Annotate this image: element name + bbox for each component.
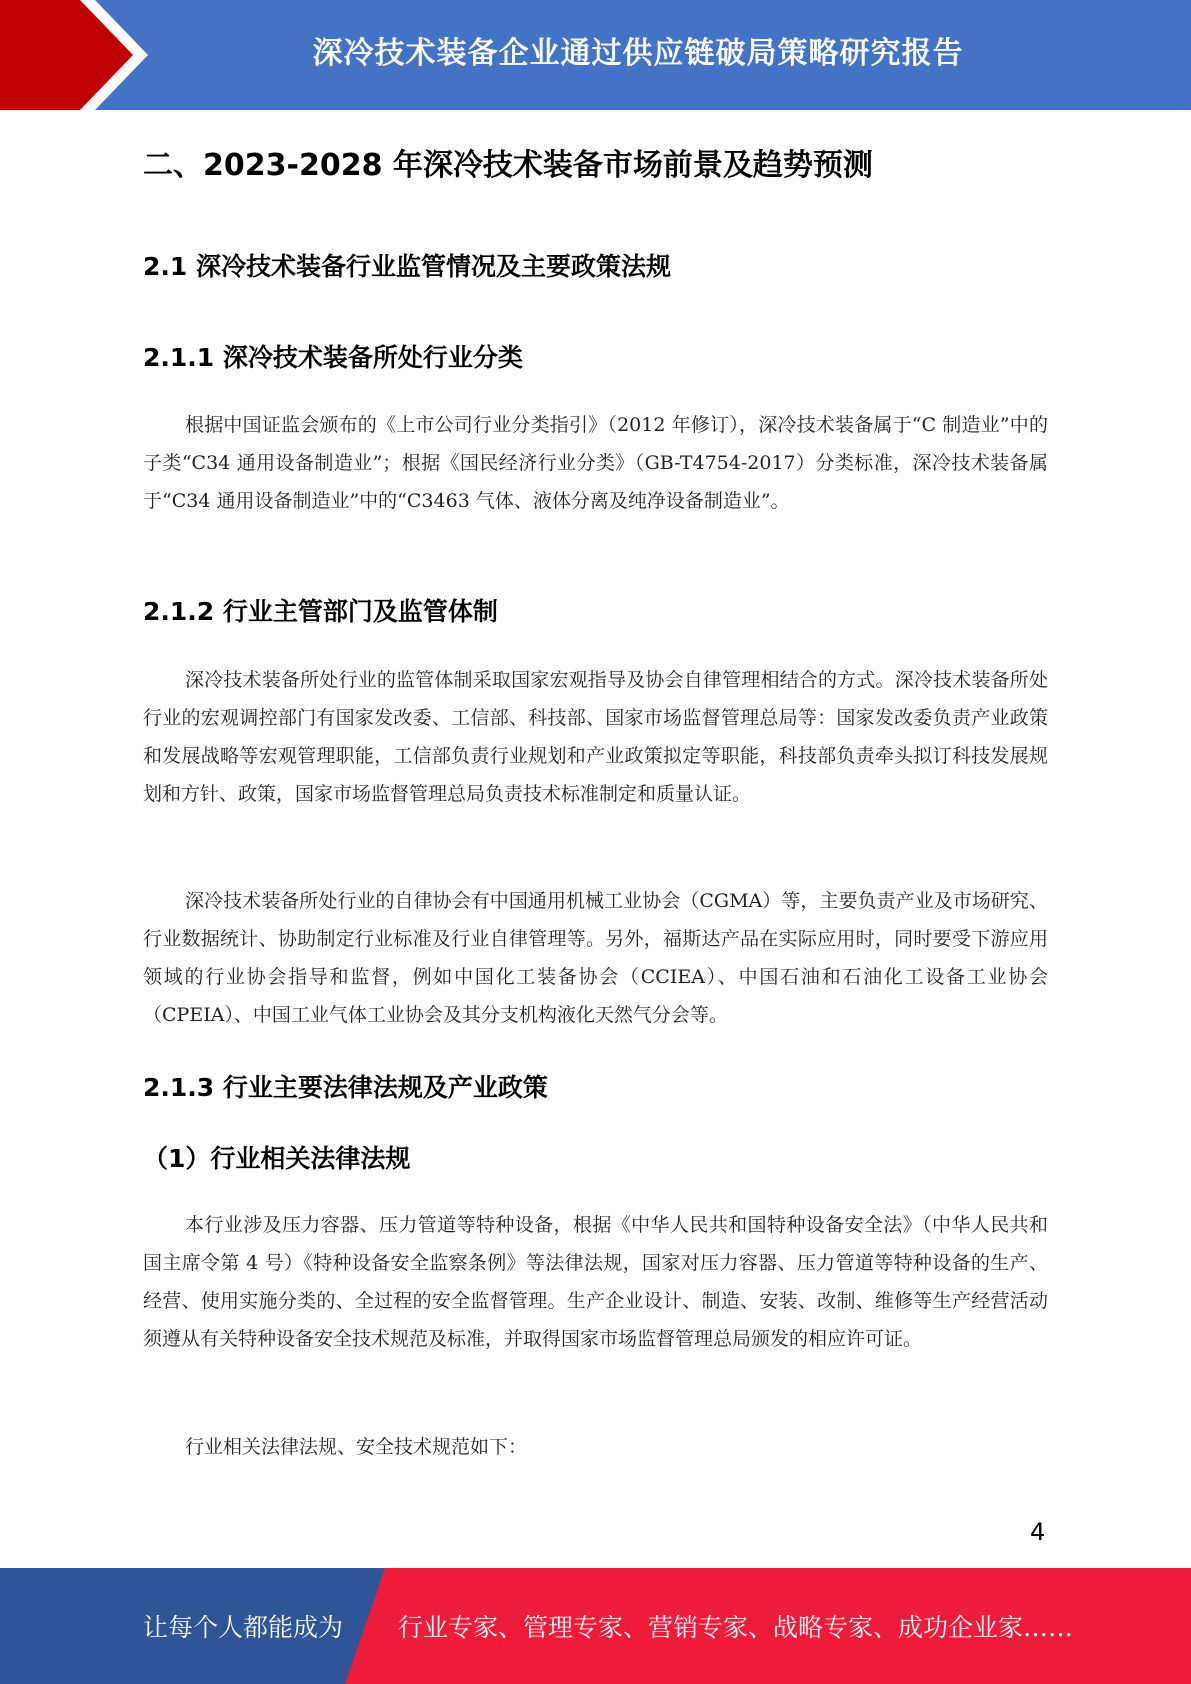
report-title: 深冷技术装备企业通过供应链破局策略研究报告	[312, 36, 964, 71]
heading-2-1-3: 2.1.3 行业主要法律法规及产业政策	[143, 1073, 548, 1102]
paragraph-2-1-1: 根据中国证监会颁布的《上市公司行业分类指引》（2012 年修订），深冷技术装备属于“C 制造业”中的子类“C34 通用设备制造业”；根据《国民经济行业分类》（GB-T4754-2017）分类标准，深冷技术装备属于“C34 通用设备制造业”中的“C3463 气体、液体分离及纯净设备制造业”。	[143, 414, 1048, 512]
footer-slogan-left: 让每个人都能成为	[143, 1613, 344, 1642]
heading-2-1: 2.1 深冷技术装备行业监管情况及主要政策法规	[143, 252, 671, 281]
paragraph-laws-list-intro: 行业相关法律法规、安全技术规范如下：	[185, 1436, 528, 1458]
section-title: 二、2023-2028 年深冷技术装备市场前景及趋势预测	[143, 148, 873, 183]
heading-2-1-2: 2.1.2 行业主管部门及监管体制	[143, 597, 498, 626]
page-footer	[0, 1568, 1191, 1684]
heading-2-1-1: 2.1.1 深冷技术装备所处行业分类	[143, 343, 523, 372]
footer-slogan-right: 行业专家、管理专家、营销专家、战略专家、成功企业家……	[398, 1613, 1074, 1642]
paragraph-laws: 本行业涉及压力容器、压力管道等特种设备，根据《中华人民共和国特种设备安全法》（中华人民共和国主席令第 4 号）《特种设备安全监察条例》等法律法规，国家对压力容器、压力管道等特种设备的生产、经营、使用实施分类的、全过程的安全监督管理。生产企业设计、制造、安装、改制、维修等生产经营活动须遵从有关特种设备安全技术规范及标准，并取得国家市场监督管理总局颁发的相应许可证。	[143, 1214, 1048, 1350]
header-chevron-icon	[0, 0, 160, 110]
page-header	[0, 0, 1191, 110]
paragraph-2-1-2-a: 深冷技术装备所处行业的监管体制采取国家宏观指导及协会自律管理相结合的方式。深冷技术装备所处行业的宏观调控部门有国家发改委、工信部、科技部、国家市场监督管理总局等：国家发改委负责产业政策和发展战略等宏观管理职能，工信部负责行业规划和产业政策拟定等职能，科技部负责牵头拟订科技发展规划和方针、政策，国家市场监督管理总局负责技术标准制定和质量认证。	[143, 669, 1048, 805]
paragraph-2-1-2-b: 深冷技术装备所处行业的自律协会有中国通用机械工业协会（CGMA）等，主要负责产业及市场研究、行业数据统计、协助制定行业标准及行业自律管理等。另外，福斯达产品在实际应用时，同时要受下游应用领域的行业协会指导和监督，例如中国化工装备协会（CCIEA）、中国石油和石油化工设备工业协会（CPEIA）、中国工业气体工业协会及其分支机构液化天然气分会等。	[143, 890, 1048, 1026]
page-number: 4	[1030, 1518, 1046, 1546]
heading-laws: （1）行业相关法律法规	[143, 1144, 411, 1173]
